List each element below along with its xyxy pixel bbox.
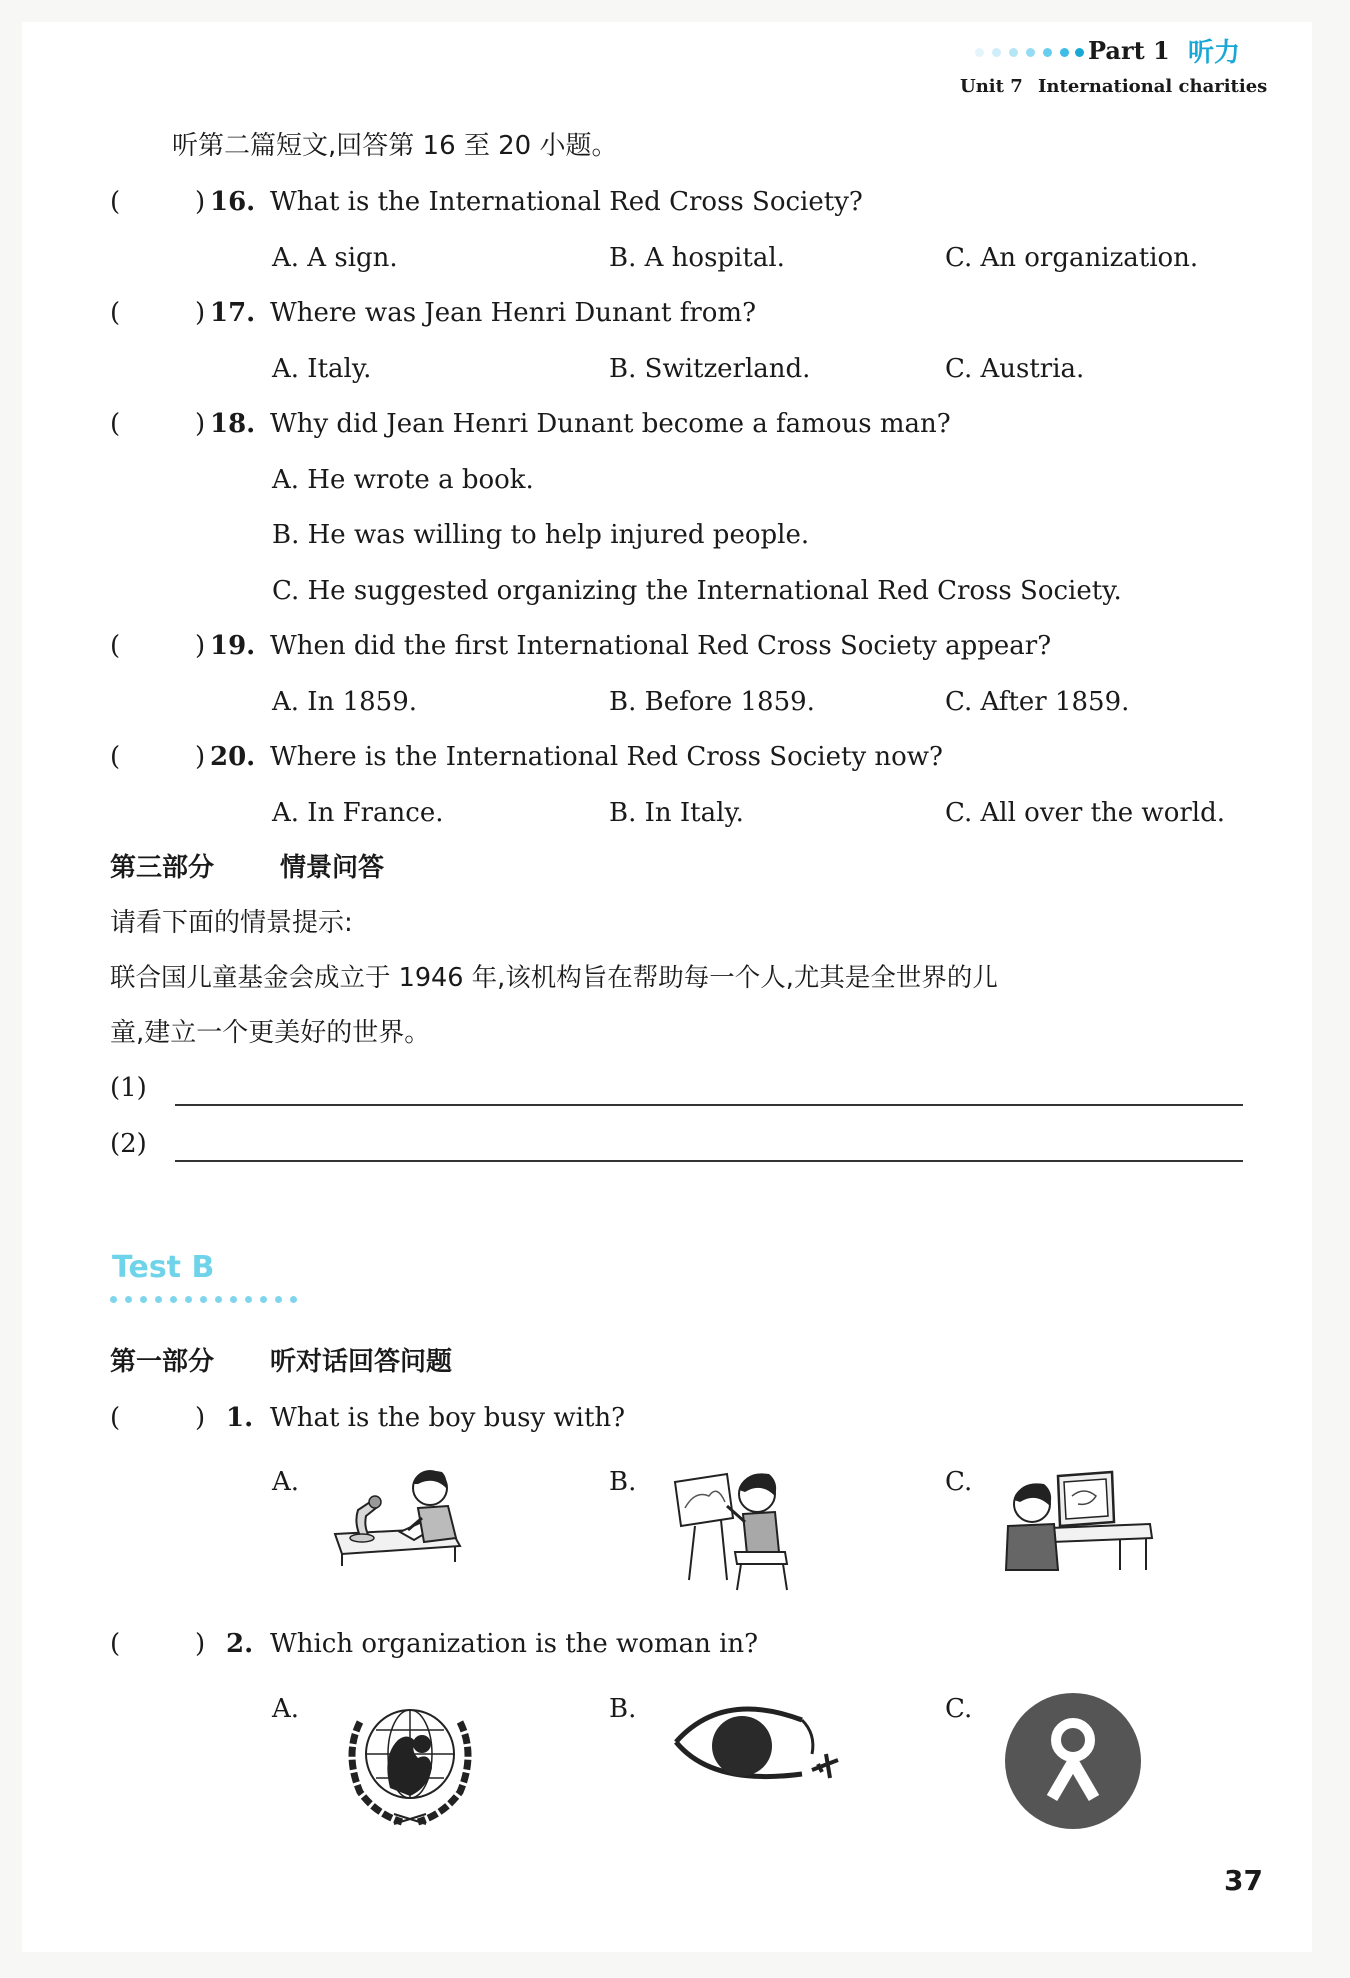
header-part: Part 1: [1088, 36, 1170, 65]
option-c: C. He suggested organizing the International Red Cross Society.: [272, 576, 1122, 606]
blank-label-1: (1): [110, 1073, 147, 1103]
question-text: Where was Jean Henri Dunant from?: [270, 298, 757, 328]
option-c: C. An organization.: [945, 243, 1199, 273]
answer-line-2[interactable]: [175, 1160, 1243, 1162]
question-number: 16.: [210, 187, 256, 217]
answer-paren-close: ): [195, 742, 206, 772]
answer-paren-open: (: [110, 409, 121, 439]
question-text: What is the International Red Cross Society?: [270, 187, 863, 217]
answer-paren-close: ): [195, 1403, 206, 1433]
option-b: B. Before 1859.: [609, 687, 815, 717]
eye-plane-logo-icon: [662, 1694, 852, 1794]
option-b: B. In Italy.: [609, 798, 744, 828]
option-a-label: A.: [272, 1467, 300, 1497]
question-number: 17.: [210, 298, 256, 328]
answer-paren-open: (: [110, 631, 121, 661]
oxfam-logo-icon: [1002, 1690, 1144, 1832]
question-text: Which organization is the woman in?: [270, 1629, 759, 1659]
question-text: Why did Jean Henri Dunant become a famous man?: [270, 409, 951, 439]
option-c: C. Austria.: [945, 354, 1085, 384]
part3-scenario-line2: 童,建立一个更美好的世界。: [110, 1018, 431, 1048]
header-topic: International charities: [1038, 76, 1268, 97]
option-a: A. He wrote a book.: [272, 465, 534, 495]
part3-heading-number: 第三部分: [110, 853, 215, 883]
boy-at-computer-icon: [1000, 1466, 1160, 1576]
option-a-label: A.: [272, 1694, 300, 1724]
option-a: A. In France.: [272, 798, 444, 828]
answer-paren-close: ): [195, 409, 206, 439]
answer-paren-close: ): [195, 298, 206, 328]
test-b-part1-number: 第一部分: [110, 1347, 215, 1377]
option-c-label: C.: [945, 1467, 973, 1497]
part3-scenario-line1: 联合国儿童基金会成立于 1946 年,该机构旨在帮助每一个人,尤其是全世界的儿: [110, 963, 998, 993]
test-b-title: Test B: [112, 1250, 215, 1285]
blank-label-2: (2): [110, 1129, 147, 1159]
answer-paren-close: ): [195, 1629, 206, 1659]
boy-reading-at-desk-icon: [330, 1462, 470, 1582]
answer-line-1[interactable]: [175, 1104, 1243, 1106]
option-b: B. He was willing to help injured people.: [272, 520, 810, 550]
answer-paren-open: (: [110, 1629, 121, 1659]
option-b-label: B.: [609, 1694, 637, 1724]
question-text: What is the boy busy with?: [270, 1403, 626, 1433]
header-dots-decoration: [975, 48, 1085, 60]
option-a: A. A sign.: [272, 243, 398, 273]
answer-paren-open: (: [110, 187, 121, 217]
option-b: B. A hospital.: [609, 243, 785, 273]
option-c-label: C.: [945, 1694, 973, 1724]
answer-paren-close: ): [195, 631, 206, 661]
answer-paren-open: (: [110, 742, 121, 772]
option-a: A. In 1859.: [272, 687, 418, 717]
question-number: 19.: [210, 631, 256, 661]
option-c: C. All over the world.: [945, 798, 1225, 828]
header-section: 听力: [1188, 38, 1241, 68]
listening-instruction: 听第二篇短文,回答第 16 至 20 小题。: [172, 131, 618, 161]
option-b: B. Switzerland.: [609, 354, 811, 384]
boy-drawing-picture-icon: [665, 1460, 805, 1595]
answer-paren-open: (: [110, 1403, 121, 1433]
part3-prompt: 请看下面的情景提示:: [110, 908, 353, 938]
header-unit: Unit 7: [960, 76, 1023, 97]
unicef-logo-icon: [330, 1692, 490, 1832]
question-text: When did the first International Red Cross Society appear?: [270, 631, 1052, 661]
part3-heading-title: 情景问答: [280, 853, 385, 883]
option-b-label: B.: [609, 1467, 637, 1497]
answer-paren-open: (: [110, 298, 121, 328]
page-number: 37: [1224, 1864, 1263, 1897]
answer-paren-close: ): [195, 187, 206, 217]
question-number: 20.: [210, 742, 256, 772]
question-number: 1.: [226, 1403, 254, 1433]
question-text: Where is the International Red Cross Society now?: [270, 742, 943, 772]
option-c: C. After 1859.: [945, 687, 1130, 717]
question-number: 18.: [210, 409, 256, 439]
question-number: 2.: [226, 1629, 254, 1659]
test-b-part1-title: 听对话回答问题: [270, 1347, 453, 1377]
option-a: A. Italy.: [272, 354, 372, 384]
